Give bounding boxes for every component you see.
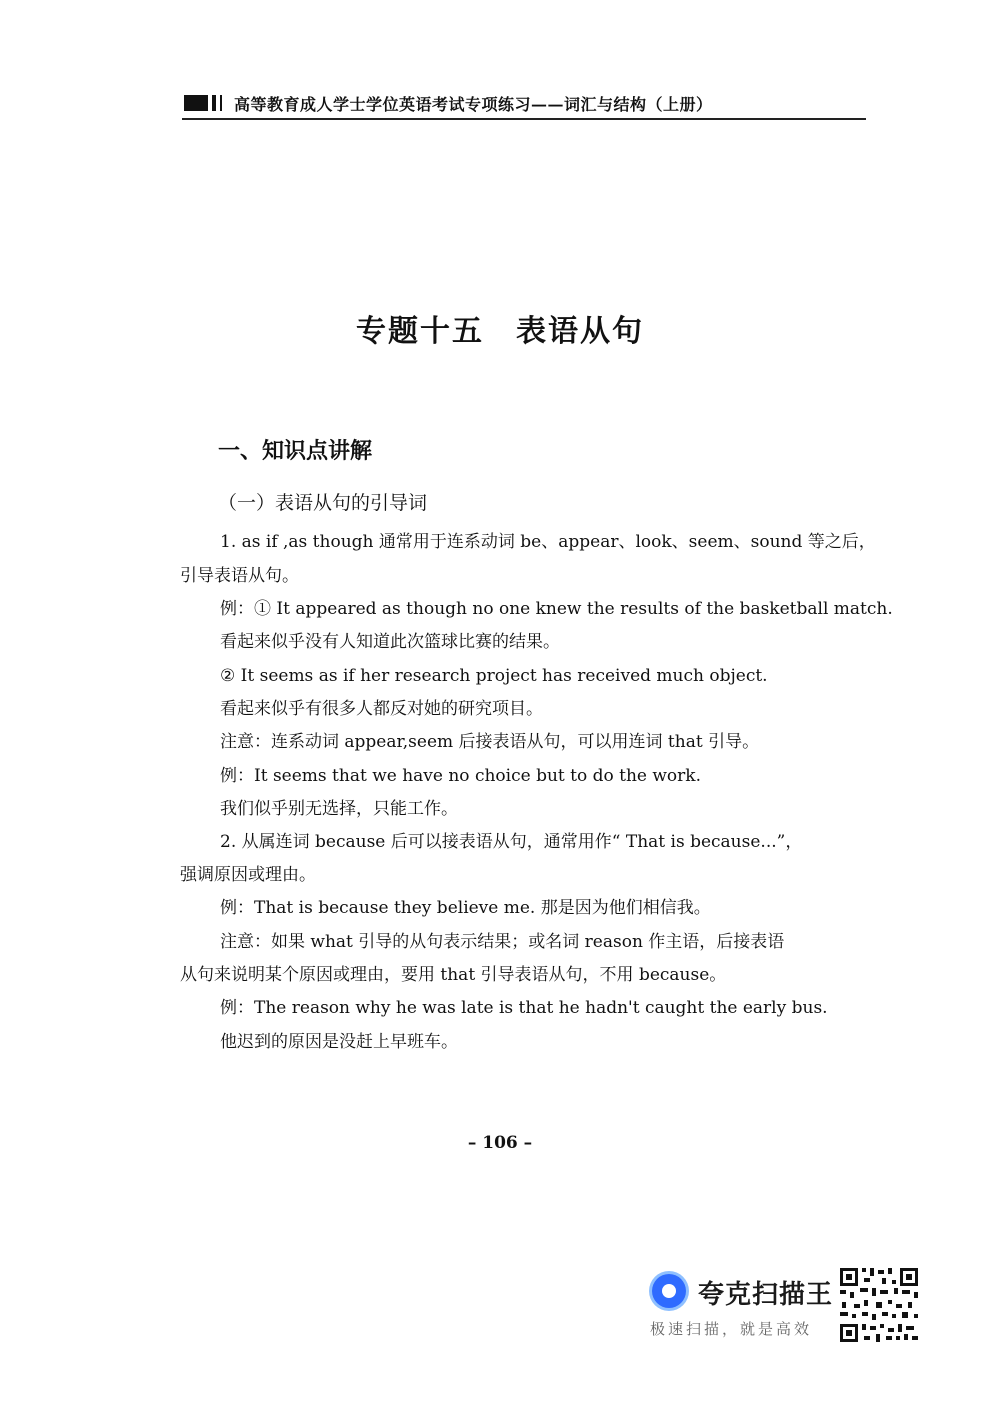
example-line: ② It seems as if her research project has received much object.	[220, 666, 768, 686]
example-line: 例：The reason why he was late is that he hadn't caught the early bus.	[220, 998, 828, 1018]
scanner-watermark	[648, 1266, 923, 1346]
header-mark-block	[184, 95, 208, 111]
body-line: 1. as if ,as though 通常用于连系动词 be、appear、look、seem、sound 等之后，	[220, 532, 876, 552]
section-heading: 一、知识点讲解	[218, 439, 373, 464]
scanner-app-name: 夸克扫描王	[698, 1280, 834, 1310]
translation-line: 看起来似乎有很多人都反对她的研究项目。	[220, 699, 543, 719]
scanner-logo-icon	[652, 1274, 686, 1308]
translation-line: 我们似乎别无选择，只能工作。	[220, 799, 458, 819]
chapter-title: 专题十五 表语从句	[356, 314, 644, 349]
qr-code-icon	[838, 1266, 920, 1344]
example-line: 例：It seems that we have no choice but to do the work.	[220, 766, 701, 786]
translation-line: 他迟到的原因是没赶上早班车。	[220, 1032, 458, 1052]
translation-line: 看起来似乎没有人知道此次篮球比赛的结果。	[220, 632, 560, 652]
body-line: 引导表语从句。	[180, 566, 299, 586]
note-line: 注意：如果 what 引导的从句表示结果；或名词 reason 作主语，后接表语	[220, 932, 785, 952]
body-line: 强调原因或理由。	[180, 865, 316, 885]
header-mark-bar-thin	[220, 95, 222, 111]
example-line: 例：That is because they believe me. 那是因为他们相信我。	[220, 898, 711, 918]
subsection-heading: （一）表语从句的引导词	[218, 492, 428, 514]
note-line: 从句来说明某个原因或理由，要用 that 引导表语从句，不用 because。	[180, 965, 727, 985]
page-number: – 106 –	[467, 1133, 533, 1153]
note-line: 注意：连系动词 appear,seem 后接表语从句，可以用连词 that 引导。	[220, 732, 760, 752]
scanner-tagline: 极速扫描，就是高效	[650, 1320, 813, 1338]
example-line: 例：① It appeared as though no one knew the results of the basketball match.	[220, 599, 893, 619]
body-line: 2. 从属连词 because 后可以接表语从句，通常用作“ That is because...”，	[220, 832, 803, 852]
running-header	[182, 92, 866, 120]
header-mark-bar	[212, 95, 216, 111]
header-title: 高等教育成人学士学位英语考试专项练习——词汇与结构（上册）	[234, 95, 713, 114]
